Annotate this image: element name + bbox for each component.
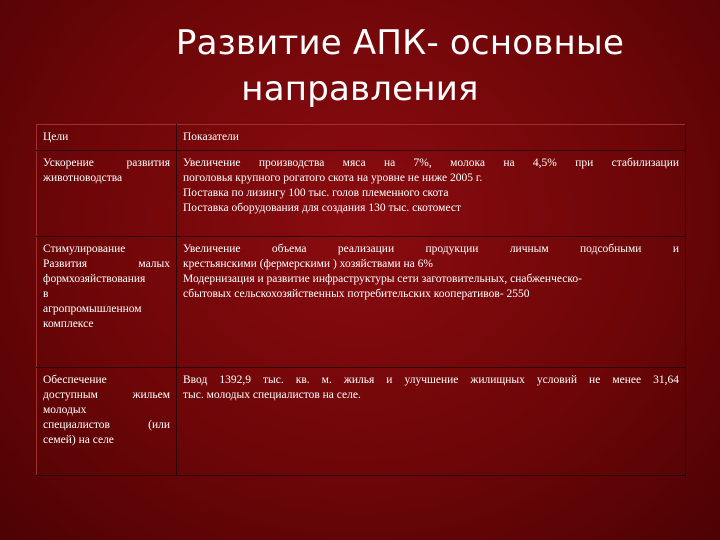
indicator-line: Поставка по лизингу 100 тыс. голов племенного скота bbox=[183, 187, 449, 199]
goal-line: семей) на селе bbox=[43, 434, 114, 446]
goal-line: Обеспечение bbox=[43, 374, 107, 386]
indicator-line: тыс. молодых специалистов на селе. bbox=[183, 389, 361, 401]
goal-line: Развития малых bbox=[43, 258, 170, 270]
goal-cell bbox=[37, 151, 177, 237]
goal-cell bbox=[37, 368, 177, 476]
indicator-line: Поставка оборудования для создания 130 тыс. скотомест bbox=[183, 202, 461, 214]
goal-line: комплексе bbox=[43, 318, 94, 330]
table-row bbox=[37, 151, 686, 237]
indicator-line: Ввод 1392,9 тыс. кв. м. жилья и улучшение жилищных условий не менее 31,64 bbox=[183, 374, 679, 386]
goal-line: Ускорение развития bbox=[43, 157, 170, 169]
goal-line: специалистов (или bbox=[43, 419, 170, 431]
goal-line: формхозяйствования bbox=[43, 273, 146, 285]
table-row bbox=[37, 237, 686, 368]
header-indicators: Показатели bbox=[177, 125, 686, 151]
goal-line: Стимулирование bbox=[43, 243, 126, 255]
indicator-line: крестьянскими (фермерскими ) хозяйствами на 6% bbox=[183, 258, 433, 270]
slide-title-line-2: направления bbox=[241, 69, 479, 109]
table-row bbox=[37, 368, 686, 476]
header-goals: Цели bbox=[37, 125, 177, 151]
indicators-cell bbox=[177, 151, 686, 237]
slide-title bbox=[0, 20, 720, 112]
indicator-line: сбытовых сельскохозяйственных потребительских кооперативов- 2550 bbox=[183, 288, 530, 300]
goal-line: животноводства bbox=[43, 172, 123, 184]
goal-line: молодых bbox=[43, 404, 87, 416]
goal-line: доступным жильем bbox=[43, 389, 170, 401]
table-header-row bbox=[37, 125, 686, 151]
goal-line: агропромышленном bbox=[43, 303, 142, 315]
goals-indicators-table bbox=[36, 124, 686, 476]
indicators-cell bbox=[177, 237, 686, 368]
goal-cell bbox=[37, 237, 177, 368]
indicator-line: Увеличение производства мяса на 7%, молока на 4,5% при стабилизации bbox=[183, 157, 679, 169]
indicator-line: Модернизация и развитие инфраструктуры сети заготовительных, снабженческо- bbox=[183, 273, 582, 285]
indicator-line: Увеличение объема реализации продукции личным подсобными и bbox=[183, 243, 679, 255]
indicators-cell bbox=[177, 368, 686, 476]
goal-line: в bbox=[43, 288, 49, 300]
indicator-line: поголовья крупного рогатого скота на уровне не ниже 2005 г. bbox=[183, 172, 483, 184]
slide-title-line-1: Развитие АПК- основные bbox=[175, 23, 625, 63]
